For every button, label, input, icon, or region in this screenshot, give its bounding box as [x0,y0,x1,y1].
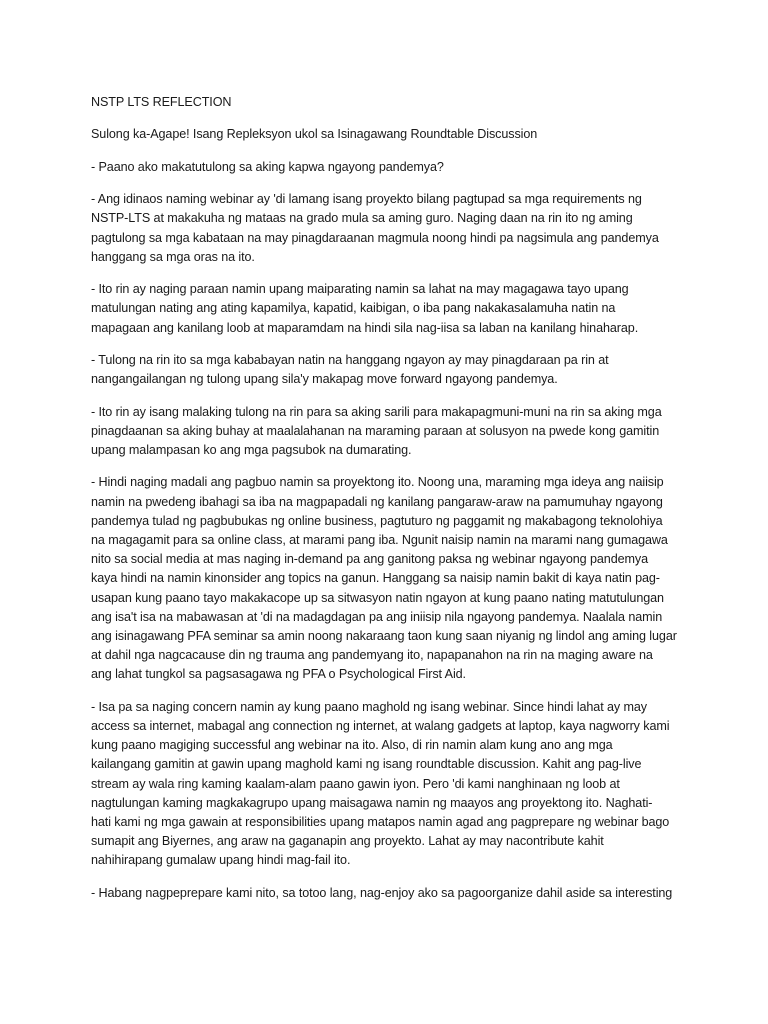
paragraph-line: NSTP-LTS at makakuha ng mataas na grado mula sa aming guro. Naging daan na rin ito ng aming [91,211,633,226]
paragraph [91,190,691,267]
paragraph-line: - Ang idinaos naming webinar ay 'di lamang isang proyekto bilang pagtupad sa mga requirements ng [91,192,642,207]
paragraph-line: nahihirapang gumalaw upang hindi mag-fail ito. [91,853,351,868]
paragraph [91,403,691,461]
paragraph [91,884,691,903]
paragraph [91,698,691,871]
paragraph-line: na magagamit para sa online class, at marami pang iba. Ngunit naisip namin na marami nang gumagawa [91,532,668,547]
paragraph-line: - Paano ako makatutulong sa aking kapwa ngayong pandemya? [91,159,444,174]
paragraph [91,280,691,338]
paragraph-line: nagtulungan kaming magkakagrupo upang maisagawa namin ng maayos ang proyektong ito. Naghati- [91,795,653,810]
paragraph-list [91,158,691,903]
document-subtitle: Sulong ka-Agape! Isang Repleksyon ukol sa Isinagawang Roundtable Discussion [91,127,538,142]
paragraph-line: mapagaan ang kanilang loob at maparamdam na hindi sila nag-iisa sa laban na kanilang hinaharap. [91,320,639,335]
paragraph-line: at dahil nga nagcacause din ng trauma ang pandemyang ito, napapanahon na rin na maging aware na [91,648,653,663]
paragraph-line: pinagdaanan sa aking buhay at maalalahanan na maraming paraan at solusyon na pwede kong gamitin [91,423,660,438]
paragraph-line: ang isinagawang PFA seminar sa amin noong nakaraang taon kung saan niyanig ng lindol ang aming lugar [91,628,677,643]
paragraph-line: stream ay wala ring kaming kaalam-alam paano gawin iyon. Pero 'di kami nanghinaan ng loob at [91,776,620,791]
paragraph-line: namin na pwedeng ibahagi sa iba na magpapadali ng kanilang pangaraw-araw na pamumuhay ngayong [91,494,663,509]
paragraph [91,351,691,389]
paragraph-line: hanggang sa mga oras na ito. [91,249,255,264]
paragraph-line: ang isa't isa na mabawasan at 'di na madagdagan pa ang iniisip nila ngayong pandemya. Naalala namin [91,609,663,624]
paragraph [91,158,691,177]
paragraph-line: kung paano magiging successful ang webinar na ito. Also, di rin namin alam kung ano ang mga [91,738,613,753]
paragraph-line: - Hindi naging madali ang pagbuo namin sa proyektong ito. Noong una, maraming mga ideya ang naiisip [91,475,664,490]
paragraph-line: kailangang gamitin at gawin upang maghold kami ng isang roundtable discussion. Kahit ang pag-live [91,757,642,772]
paragraph-line: - Ito rin ay naging paraan namin upang maiparating namin sa lahat na may magagawa tayo upang [91,282,629,297]
paragraph-line: hati kami ng mga gawain at responsibilities upang matapos namin agad ang pagprepare ng webinar bago [91,815,670,829]
paragraph [91,473,691,684]
paragraph-line: sumapit ang Biyernes, ang araw na gaganapin ang proyekto. Lahat ay may nacontribute kahit [91,834,604,849]
document-title: NSTP LTS REFLECTION [91,95,232,109]
document-body [91,93,691,916]
paragraph-line: nito sa social media at mas naging in-demand pa ang ganitong paksa ng webinar ngayong pandemya [91,552,648,567]
paragraph-line: - Isa pa sa naging concern namin ay kung paano maghold ng isang webinar. Since hindi lahat ay may [91,699,647,714]
paragraph-line: - Ito rin ay isang malaking tulong na rin para sa aking sarili para makapagmuni-muni na rin sa aking mga [91,404,662,419]
paragraph-line: pagtulong sa mga kabataan na may pinagdaraanan magmula noong hindi pa nagsimula ang pandemya [91,230,659,245]
paragraph-line: - Tulong na rin ito sa mga kababayan natin na hanggang ngayon ay may pinagdaraan pa rin at [91,352,609,367]
paragraph-line: kaya hindi na namin kinonsider ang topics na ganun. Hanggang sa naisip namin bakit di kaya natin pag- [91,571,660,586]
paragraph-line: ang lahat tungkol sa pagsasagawa ng PFA o Psychological First Aid. [91,667,466,682]
paragraph-line: - Habang nagpeprepare kami nito, sa totoo lang, nag-enjoy ako sa pagoorganize dahil aside sa interesting [91,885,673,900]
paragraph-line: upang malampasan ko ang mga pagsubok na dumarating. [91,442,412,457]
paragraph-line: access sa internet, mabagal ang connection ng internet, at walang gadgets at laptop, kaya nagworry kami [91,718,670,733]
paragraph-line: pandemya tulad ng pagbubukas ng online business, pagtuturo ng paggamit ng makabagong teknolohiya [91,513,663,528]
paragraph-line: nangangailangan ng tulong upang sila'y makapag move forward ngayong pandemya. [91,372,558,387]
paragraph-line: usapan kung paano tayo makakacope up sa sitwasyon natin ngayon at kung paano nating matutulungan [91,590,664,605]
paragraph-line: matulungan nating ang ating kapamilya, kapatid, kaibigan, o iba pang nakakasalamuha natin na [91,301,616,316]
